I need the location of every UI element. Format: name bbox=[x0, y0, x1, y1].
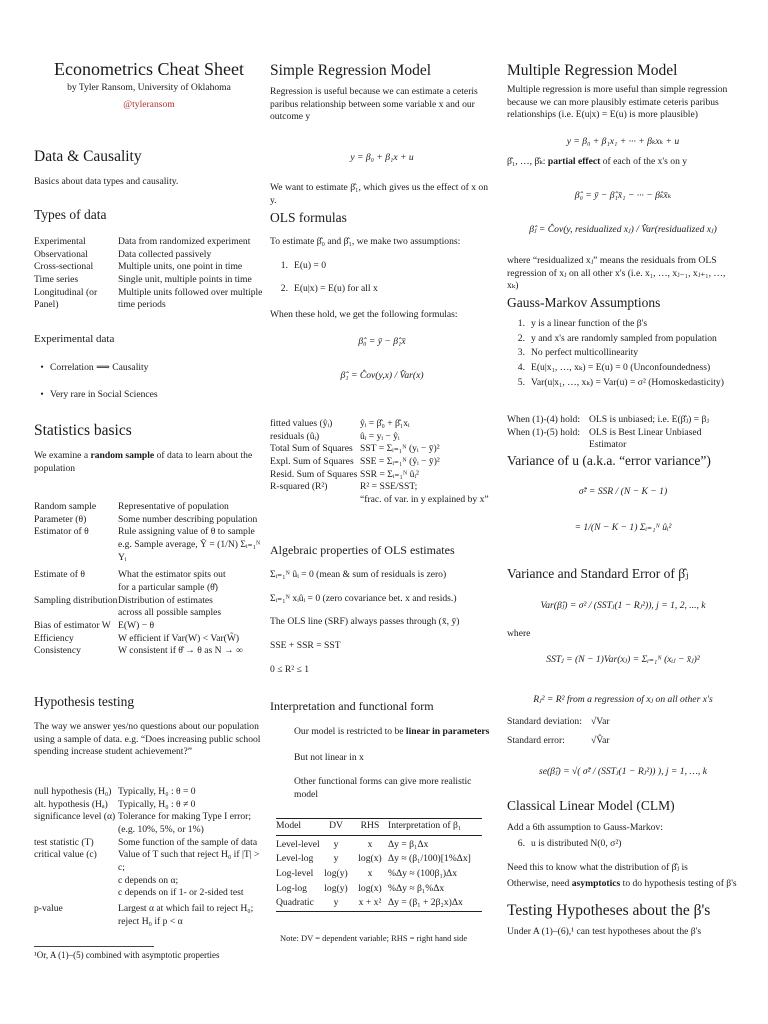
table-row: Longitudinal (or Panel) Multiple units followed over multiple time periods bbox=[34, 286, 263, 311]
section-heading-simple-regression: Simple Regression Model bbox=[270, 62, 432, 79]
table-row: across all possible samples bbox=[118, 607, 222, 619]
column-3 bbox=[507, 0, 739, 1024]
rj2-equation: Rⱼ² = R² from a regression of xⱼ on all other x's bbox=[533, 694, 713, 705]
bullet-icon: • bbox=[40, 388, 44, 400]
table-row: e.g. Sample average, Ȳ = (1/N) Σᵢ₌₁ᴺ Yᵢ bbox=[118, 538, 261, 563]
title-block bbox=[34, 60, 264, 112]
table-row: Observational Data collected passively bbox=[34, 248, 212, 260]
subheading-interpretation: Interpretation and functional form bbox=[270, 699, 434, 713]
table-row: Estimator of θ Rule assigning value of θ to sample bbox=[34, 526, 255, 538]
gauss-markov-list bbox=[507, 318, 739, 389]
table-row: When (1)-(5) hold: OLS is Best Linear Unbiased Estimator bbox=[507, 426, 702, 451]
data-causality-intro: Basics about data types and causality. bbox=[34, 176, 179, 187]
table-row: fitted values (ŷᵢ) ŷᵢ = β̂₀ + β̂₁xᵢ bbox=[270, 418, 410, 429]
table-row: alt. hypothesis (Hₐ) Typically, H₀ : θ ≠ 0 bbox=[34, 798, 196, 810]
ols-when: When these hold, we get the following formulas: bbox=[270, 309, 458, 320]
table-row: Quadratic y x + x² Δy = (β₁ + 2β₂x)Δx bbox=[276, 897, 463, 909]
ols-intro: To estimate β̂₀ and β̂₁, we make two assumptions: bbox=[270, 236, 461, 247]
table-header-row: Model DV RHS Interpretation of β₁ bbox=[276, 819, 482, 836]
table-row: test statistic (T) Some function of the sample of data bbox=[34, 836, 258, 848]
subheading-variance-of-u: Variance of u (a.k.a. “error variance”) bbox=[507, 453, 711, 468]
table-row: residuals (ûᵢ) ûᵢ = yᵢ − ŷᵢ bbox=[270, 430, 400, 442]
clm-list bbox=[507, 838, 739, 851]
bullet-icon: • bbox=[40, 362, 44, 373]
vse-where: where bbox=[507, 628, 531, 639]
mrm-where: where “residualized xⱼ” means the residuals from OLS regression of xⱼ on all other x's (i.e. x₁, …, xⱼ₋₁, xⱼ₊₁, …, xₖ) bbox=[507, 255, 726, 292]
variance-u-equation-1: σ̂² = SSR / (N − K − 1) bbox=[578, 486, 668, 497]
mrm-b0-equation: β̂₀ = ȳ − β̂₁x̄₁ − ··· − β̂ₖx̄ₖ bbox=[574, 190, 672, 201]
table-row: Log-log log(y) log(x) %Δy ≈ β₁%Δx bbox=[276, 882, 445, 894]
table-row: Bias of estimator W E(W) − θ bbox=[34, 619, 155, 631]
list-item: 2. y and x's are randomly sampled from population bbox=[517, 332, 717, 344]
table-row: Parameter (θ) Some number describing population bbox=[34, 513, 258, 525]
table-row: Standard deviation: √Var bbox=[507, 716, 610, 727]
list-item: 1. y is a linear function of the β's bbox=[517, 318, 648, 329]
table-row: Time series Single unit, multiple points in time bbox=[34, 273, 252, 285]
list-item: Σᵢ₌₁ᴺ ûᵢ = 0 (mean & sum of residuals is zero) bbox=[270, 569, 447, 580]
functional-form-table bbox=[276, 818, 482, 912]
stats-intro: We examine a random sample of data to learn about the population bbox=[34, 450, 253, 474]
interp-line-1: Our model is restricted to be linear in parameters bbox=[294, 726, 490, 737]
twitter-handle-link[interactable]: @tyleransom bbox=[123, 99, 175, 111]
list-item: SSE + SSR = SST bbox=[270, 639, 341, 651]
table-row: null hypothesis (H₀) Typically, H₀ : θ = 0 bbox=[34, 786, 196, 797]
table-row: c depends on if 1- or 2-sided test bbox=[118, 887, 244, 899]
table-row: p-value Largest α at which fail to reject H₀; bbox=[34, 902, 254, 914]
table-row: Level-level y x Δy = β₁Δx bbox=[276, 838, 429, 850]
table-row: R-squared (R²) R² = SSE/SST; bbox=[270, 481, 418, 493]
page-title: Econometrics Cheat Sheet bbox=[54, 59, 244, 79]
srm-want: We want to estimate β̂₁, which gives us the effect of x on y. bbox=[270, 182, 489, 206]
table-row: When (1)-(4) hold: OLS is unbiased; i.e. E(β̂ⱼ) = βⱼ bbox=[507, 414, 709, 425]
sst-equation: SSTⱼ = (N − 1)Var(xⱼ) = Σᵢ₌₁ᴺ (xᵢⱼ − x̄ⱼ)² bbox=[546, 654, 700, 665]
table-row: (e.g. 10%, 5%, or 1%) bbox=[118, 823, 204, 835]
list-item: Σᵢ₌₁ᴺ xᵢûᵢ = 0 (zero covariance bet. x and resids.) bbox=[270, 592, 457, 604]
variance-u-equation-2: = 1/(N − K − 1) Σᵢ₌₁ᴺ ûᵢ² bbox=[574, 522, 672, 533]
types-of-data-table bbox=[34, 236, 264, 312]
clm-otherwise: Otherwise, need asymptotics to do hypothesis testing of β's bbox=[507, 878, 737, 889]
hypothesis-intro: The way we answer yes/no questions about our population using a sample of data. e.g. “Does increasing public school spending increase student achievement?” bbox=[34, 721, 261, 758]
column-1 bbox=[34, 0, 264, 1024]
algebraic-properties-list bbox=[270, 569, 494, 676]
table-row: Consistency W consistent if θ̂ → θ as N → ∞ bbox=[34, 645, 243, 657]
column-2 bbox=[270, 0, 494, 1024]
list-item: • Very rare in Social Sciences bbox=[34, 389, 264, 402]
se-beta-equation: se(β̂ⱼ) = √( σ̂² / (SSTⱼ(1 − Rⱼ²)) ), j = 1, …, k bbox=[539, 766, 707, 777]
list-item: 3. No perfect multicollinearity bbox=[517, 347, 639, 359]
table-note: Note: DV = dependent variable; RHS = right hand side bbox=[280, 933, 468, 943]
byline: by Tyler Ransom, University of Oklahoma bbox=[67, 81, 231, 93]
clm-need: Need this to know what the distribution of β̂ⱼ is bbox=[507, 862, 688, 873]
subheading-gauss-markov: Gauss-Markov Assumptions bbox=[507, 295, 661, 310]
section-heading-data-causality: Data & Causality bbox=[34, 148, 142, 165]
mrm-bj-equation: β̂ⱼ = Ĉov(y, residualized xⱼ) / V̂ar(residualized xⱼ) bbox=[529, 224, 717, 235]
sd-se-table bbox=[507, 716, 739, 747]
subheading-clm: Classical Linear Model (CLM) bbox=[507, 798, 675, 813]
list-item: The OLS line (SRF) always passes through (x̄, ȳ) bbox=[270, 616, 460, 628]
table-row: Expl. Sum of Squares SSE = Σᵢ₌₁ᴺ (ŷᵢ − ȳ)² bbox=[270, 455, 440, 467]
interp-line-3: Other functional forms can give more realistic model bbox=[294, 776, 472, 800]
list-item: • Correlation ⟹ Causality bbox=[34, 362, 264, 375]
table-row: Total Sum of Squares SST = Σᵢ₌₁ᴺ (yᵢ − ȳ)² bbox=[270, 443, 440, 455]
table-row: critical value (c) Value of T such that reject H₀ if |T| > c; bbox=[34, 849, 260, 873]
table-row: Resid. Sum of Squares SSR = Σᵢ₌₁ᴺ ûᵢ² bbox=[270, 468, 419, 480]
ols-assumptions bbox=[270, 260, 494, 295]
ols-definitions-table bbox=[270, 418, 494, 507]
table-row: Cross-sectional Multiple units, one point in time bbox=[34, 261, 243, 273]
list-item: 5. Var(u|x₁, …, xₖ) = Var(u) = σ² (Homoskedasticity) bbox=[517, 376, 724, 388]
thyp-intro: Under A (1)–(6),¹ can test hypotheses about the β's bbox=[507, 926, 702, 937]
table-row: c depends on α; bbox=[118, 874, 179, 886]
interp-line-2: But not linear in x bbox=[294, 752, 364, 763]
section-heading-testing-hypotheses: Testing Hypotheses about the β's bbox=[507, 902, 711, 919]
hypothesis-table bbox=[34, 786, 264, 928]
mrm-equation: y = β₀ + β₁x₁ + ··· + βₖxₖ + u bbox=[566, 136, 680, 147]
subheading-types-of-data: Types of data bbox=[34, 207, 107, 222]
experimental-bullets bbox=[34, 362, 264, 401]
table-row: Efficiency W efficient if Var(W) < Var(W̃) bbox=[34, 632, 240, 644]
list-item: 1. E(u) = 0 bbox=[280, 260, 327, 271]
ols-b0-equation: β̂₀ = ȳ − β̂₁x̄ bbox=[358, 336, 406, 347]
list-item: 2. E(u|x) = E(u) for all x bbox=[280, 282, 378, 294]
table-row: for a particular sample (θ̂) bbox=[118, 581, 218, 593]
mrm-partial: β̂₁, …, β̂ₖ: partial effect of each of the x's on y bbox=[507, 156, 688, 167]
subheading-algebraic-properties: Algebraic properties of OLS estimates bbox=[270, 543, 455, 557]
table-row: “frac. of var. in y explained by x” bbox=[360, 493, 489, 505]
gauss-markov-results bbox=[507, 414, 739, 452]
table-row: Log-level log(y) x %Δy ≈ (100β₁)Δx bbox=[276, 867, 457, 879]
statistics-table bbox=[34, 501, 264, 658]
mrm-intro: Multiple regression is more useful than simple regression because we can more plausibly estimate ceteris paribus relationships (i.e. E(u|x) = E(u) is more plausible) bbox=[507, 84, 728, 121]
table-row: Experimental Data from randomized experiment bbox=[34, 236, 251, 247]
subheading-ols-formulas: OLS formulas bbox=[270, 210, 347, 225]
section-heading-statistics-basics: Statistics basics bbox=[34, 422, 132, 439]
subheading-variance-se: Variance and Standard Error of β̂ⱼ bbox=[507, 566, 689, 581]
table-row: significance level (α) Tolerance for making Type I error; bbox=[34, 811, 251, 823]
subheading-experimental-data: Experimental data bbox=[34, 333, 115, 345]
table-row: Estimate of θ What the estimator spits out bbox=[34, 569, 226, 581]
list-item: 0 ≤ R² ≤ 1 bbox=[270, 663, 309, 675]
footnote-rule bbox=[34, 946, 154, 947]
table-row: Level-log y log(x) Δy ≈ (β₁/100)[1%Δx] bbox=[276, 853, 471, 865]
table-row: Random sample Representative of population bbox=[34, 501, 229, 512]
list-item: 6. u is distributed N(0, σ²) bbox=[517, 838, 622, 849]
srm-intro: Regression is useful because we can estimate a ceteris paribus relationship between some variable x and our outcome y bbox=[270, 86, 478, 123]
table-row: Sampling distribution Distribution of estimates bbox=[34, 594, 213, 606]
subheading-hypothesis-testing: Hypothesis testing bbox=[34, 694, 135, 709]
table-row: Standard error: √V̂ar bbox=[507, 734, 610, 746]
clm-add: Add a 6th assumption to Gauss-Markov: bbox=[507, 822, 663, 833]
ols-b1-equation: β̂₁ = Ĉov(y,x) / V̂ar(x) bbox=[340, 370, 424, 381]
list-item: 4. E(u|x₁, …, xₖ) = E(u) = 0 (Unconfoundedness) bbox=[517, 361, 711, 373]
srm-equation: y = β₀ + β₁x + u bbox=[350, 152, 414, 163]
section-heading-multiple-regression: Multiple Regression Model bbox=[507, 62, 678, 79]
var-beta-equation: Var(β̂ⱼ) = σ² / (SSTⱼ(1 − Rⱼ²)), j = 1, 2, ..., k bbox=[540, 600, 706, 611]
table-row: reject H₀ if p < α bbox=[118, 915, 183, 927]
footnote: ¹Or, A (1)–(5) combined with asymptotic properties bbox=[34, 950, 220, 960]
